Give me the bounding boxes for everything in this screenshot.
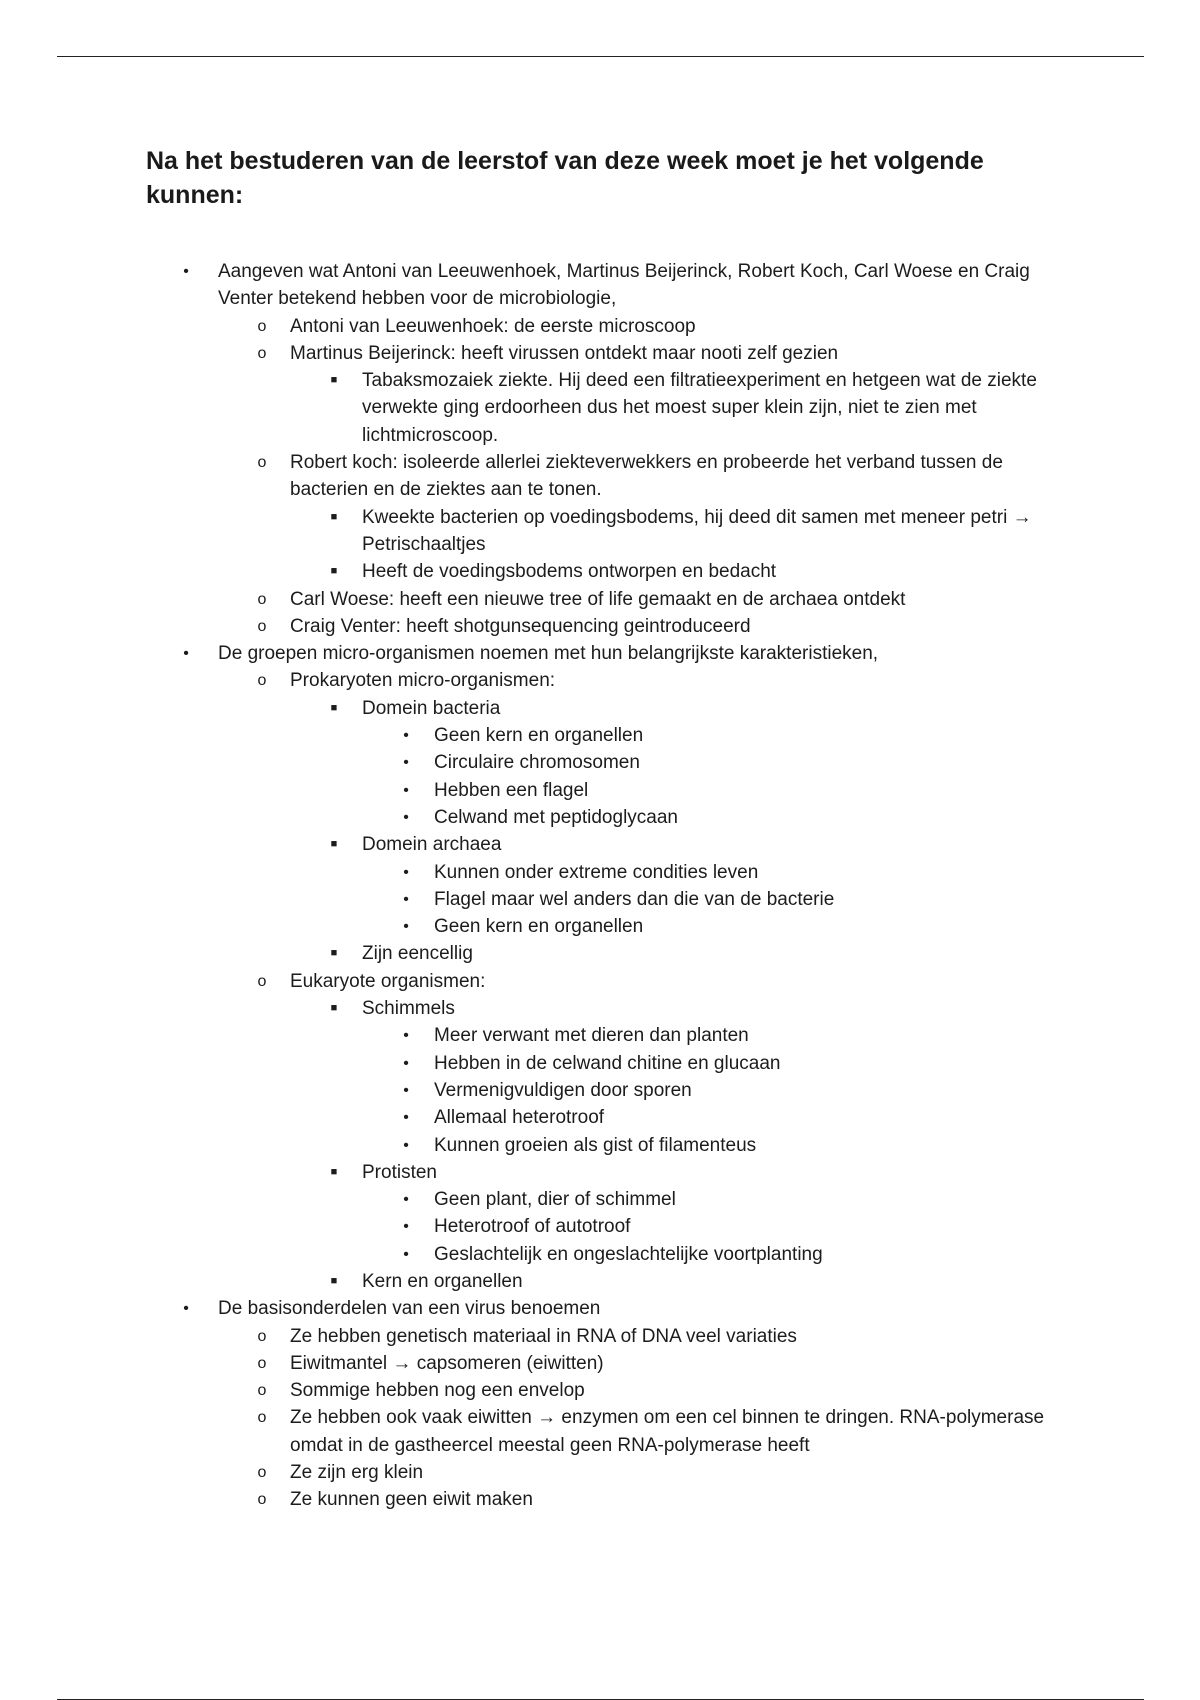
list-item-text: Heterotroof of autotroof xyxy=(434,1216,631,1238)
bullet-icon: ■ xyxy=(330,374,338,387)
list-item-text: Geslachtelijk en ongeslachtelijke voortplanting xyxy=(434,1243,823,1265)
list-item-text: Flagel maar wel anders dan die van de bacterie xyxy=(434,888,835,910)
bullet-icon: o xyxy=(257,454,267,472)
bullet-icon: • xyxy=(403,1245,409,1263)
bullet-icon: • xyxy=(403,727,409,745)
list-level-2 xyxy=(218,1323,1066,1514)
bullet-icon: o xyxy=(257,1491,267,1509)
bullet-icon: o xyxy=(257,344,267,362)
list-item xyxy=(290,995,1066,1159)
list-item-text: Ze hebben genetisch materiaal in RNA of DNA veel variaties xyxy=(290,1325,797,1347)
list-item-text: Geen kern en organellen xyxy=(434,725,644,747)
bullet-icon: • xyxy=(403,781,409,799)
list-item xyxy=(362,1104,1066,1131)
list-item-text: Kern en organellen xyxy=(362,1270,523,1292)
list-item-text: Ze zijn erg klein xyxy=(290,1462,424,1484)
bullet-icon: • xyxy=(403,1191,409,1209)
bullet-icon: • xyxy=(403,1054,409,1072)
list-item xyxy=(362,777,1066,804)
list-item xyxy=(290,558,1066,585)
list-item xyxy=(362,1022,1066,1049)
list-item xyxy=(218,586,1066,613)
list-level-2 xyxy=(218,667,1066,1295)
list-item xyxy=(362,1050,1066,1077)
list-item xyxy=(218,340,1066,449)
list-item-text: Zijn eencellig xyxy=(362,943,473,965)
list-item-text: Aangeven wat Antoni van Leeuwenhoek, Martinus Beijerinck, Robert Koch, Carl Woese en Craig Venter betekend hebben voor de microbiologie, xyxy=(218,261,1030,310)
list-item xyxy=(362,886,1066,913)
document-body xyxy=(146,144,1066,1514)
list-item xyxy=(362,1213,1066,1240)
list-item-text: Eiwitmantel → capsomeren (eiwitten) xyxy=(290,1352,604,1374)
bullet-icon: o xyxy=(257,590,267,608)
list-level-4 xyxy=(362,1186,1066,1268)
bullet-icon: ■ xyxy=(330,1274,338,1287)
list-item-text: Domein archaea xyxy=(362,834,502,856)
list-item xyxy=(362,804,1066,831)
list-item xyxy=(146,258,1066,640)
list-item xyxy=(218,1459,1066,1486)
list-item xyxy=(290,1268,1066,1295)
list-item-text: Kunnen onder extreme condities leven xyxy=(434,861,759,883)
list-item-text: Kunnen groeien als gist of filamenteus xyxy=(434,1134,757,1156)
list-item-text: Allemaal heterotroof xyxy=(434,1107,605,1129)
list-item-text: Antoni van Leeuwenhoek: de eerste microscoop xyxy=(290,315,696,337)
bullet-icon: o xyxy=(257,317,267,335)
bullet-icon: ■ xyxy=(330,947,338,960)
bullet-icon: • xyxy=(403,1109,409,1127)
list-level-4 xyxy=(362,722,1066,831)
list-item-text: Craig Venter: heeft shotgunsequencing geintroduceerd xyxy=(290,615,751,637)
list-item-text: Kweekte bacterien op voedingsbodems, hij deed dit samen met meneer petri → Petrischaaltjes xyxy=(362,506,1032,555)
list-item xyxy=(218,968,1066,1296)
bullet-icon: ■ xyxy=(330,1165,338,1178)
list-item-text: Meer verwant met dieren dan planten xyxy=(434,1025,749,1047)
list-item-text: Hebben in de celwand chitine en glucaan xyxy=(434,1052,781,1074)
list-item xyxy=(146,1295,1066,1513)
list-item-text: De groepen micro-organismen noemen met hun belangrijkste karakteristieken, xyxy=(218,643,879,665)
list-item-text: De basisonderdelen van een virus benoemen xyxy=(218,1298,601,1320)
bullet-icon: • xyxy=(403,1218,409,1236)
list-level-3 xyxy=(290,695,1066,968)
list-item-text: Protisten xyxy=(362,1161,437,1183)
bullet-icon: ■ xyxy=(330,838,338,851)
bullet-icon: • xyxy=(403,863,409,881)
list-level-4 xyxy=(362,1022,1066,1158)
list-item-text: Robert koch: isoleerde allerlei ziekteverwekkers en probeerde het verband tussen de bacterien en de ziektes aan te tonen. xyxy=(290,452,1003,501)
top-rule xyxy=(57,56,1144,57)
bullet-icon: • xyxy=(403,1136,409,1154)
list-item xyxy=(218,313,1066,340)
list-item-text: Geen plant, dier of schimmel xyxy=(434,1189,676,1211)
list-item-text: Carl Woese: heeft een nieuwe tree of life gemaakt en de archaea ontdekt xyxy=(290,588,906,610)
list-item xyxy=(362,1241,1066,1268)
bullet-icon: • xyxy=(403,1081,409,1099)
list-level-1 xyxy=(146,258,1066,1514)
bullet-icon: • xyxy=(403,918,409,936)
bullet-icon: • xyxy=(403,808,409,826)
list-item xyxy=(218,1486,1066,1513)
list-item-text: Geen kern en organellen xyxy=(434,916,644,938)
list-level-3 xyxy=(290,504,1066,586)
list-item xyxy=(362,1132,1066,1159)
list-item-text: Hebben een flagel xyxy=(434,779,589,801)
bullet-icon: o xyxy=(257,672,267,690)
list-item xyxy=(290,1159,1066,1268)
list-item-text: Tabaksmozaiek ziekte. Hij deed een filtratieexperiment en hetgeen wat de ziekte verwekte ging erdoorheen dus het moest super klein zijn, niet te zien met lichtmicroscoop. xyxy=(362,370,1037,446)
list-item-text: Vermenigvuldigen door sporen xyxy=(434,1079,692,1101)
list-item-text: Ze kunnen geen eiwit maken xyxy=(290,1489,533,1511)
list-item-text: Sommige hebben nog een envelop xyxy=(290,1380,585,1402)
list-item xyxy=(362,859,1066,886)
bullet-icon: ■ xyxy=(330,565,338,578)
list-item-text: Circulaire chromosomen xyxy=(434,752,640,774)
list-item-text: Ze hebben ook vaak eiwitten → enzymen om een cel binnen te dringen. RNA-polymerase omdat in de gastheercel meestal geen RNA-polymerase heeft xyxy=(290,1407,1045,1456)
list-level-4 xyxy=(362,859,1066,941)
list-item-text: Martinus Beijerinck: heeft virussen ontdekt maar nooti zelf gezien xyxy=(290,342,839,364)
bullet-icon: o xyxy=(257,1464,267,1482)
bullet-icon: ■ xyxy=(330,701,338,714)
list-item xyxy=(218,1323,1066,1350)
bullet-icon: ■ xyxy=(330,1002,338,1015)
list-item xyxy=(290,940,1066,967)
bullet-icon: • xyxy=(183,1300,189,1318)
bullet-icon: o xyxy=(257,617,267,635)
list-item xyxy=(290,695,1066,831)
list-item xyxy=(218,449,1066,585)
list-item xyxy=(218,1377,1066,1404)
list-item xyxy=(218,667,1066,967)
bullet-icon: o xyxy=(257,1327,267,1345)
bullet-icon: ■ xyxy=(330,510,338,523)
list-item xyxy=(362,722,1066,749)
list-item xyxy=(218,613,1066,640)
list-level-3 xyxy=(290,367,1066,449)
bullet-icon: • xyxy=(183,645,189,663)
list-item-text: Prokaryoten micro-organismen: xyxy=(290,670,556,692)
list-level-3 xyxy=(290,995,1066,1295)
bullet-icon: • xyxy=(403,1027,409,1045)
list-item xyxy=(218,1404,1066,1459)
bullet-icon: o xyxy=(257,1354,267,1372)
list-item-text: Domein bacteria xyxy=(362,697,501,719)
bullet-icon: • xyxy=(403,754,409,772)
bullet-icon: o xyxy=(257,972,267,990)
list-level-2 xyxy=(218,313,1066,641)
list-item xyxy=(290,831,1066,940)
list-item xyxy=(218,1350,1066,1377)
list-item xyxy=(362,1186,1066,1213)
list-item xyxy=(362,913,1066,940)
list-item-text: Celwand met peptidoglycaan xyxy=(434,806,678,828)
learning-objectives-list xyxy=(146,258,1066,1514)
list-item xyxy=(362,749,1066,776)
list-item-text: Schimmels xyxy=(362,998,455,1020)
list-item xyxy=(290,367,1066,449)
list-item xyxy=(362,1077,1066,1104)
bullet-icon: o xyxy=(257,1382,267,1400)
bullet-icon: • xyxy=(403,890,409,908)
bullet-icon: • xyxy=(183,263,189,280)
page-heading: Na het bestuderen van de leerstof van deze week moet je het volgende kunnen: xyxy=(146,147,984,209)
list-item xyxy=(290,504,1066,559)
list-item-text: Heeft de voedingsbodems ontworpen en bedacht xyxy=(362,561,777,583)
list-item xyxy=(146,640,1066,1295)
bullet-icon: o xyxy=(257,1409,267,1427)
list-item-text: Eukaryote organismen: xyxy=(290,970,486,992)
